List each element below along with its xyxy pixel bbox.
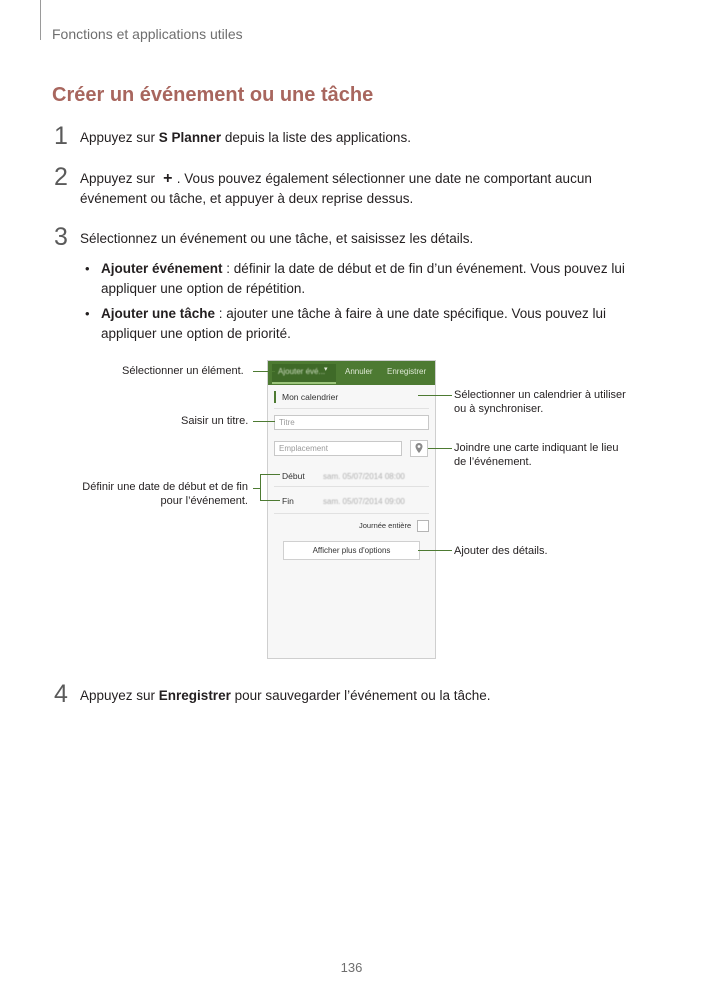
callout-line [260, 474, 280, 475]
divider [274, 408, 429, 409]
all-day-label: Journée entière [359, 521, 412, 530]
callout-line [418, 395, 452, 396]
callout-line [418, 550, 452, 551]
start-label: Début [282, 471, 305, 481]
phone-action-bar [268, 361, 435, 385]
callout-line [260, 500, 280, 501]
divider [274, 513, 429, 514]
map-pin-icon [411, 441, 427, 456]
step-text-3: Sélectionnez un événement ou une tâche, et saisissez les détails. [80, 231, 474, 246]
page-number: 136 [340, 960, 363, 975]
callout-add-details: Ajouter des détails. [454, 545, 548, 557]
all-day-checkbox[interactable] [417, 520, 429, 532]
bullet-add-event: Ajouter événement : définir la date de début et de fin d’un événement. Vous pouvez lui appliquer une option de répétition. [101, 261, 625, 296]
divider [274, 486, 429, 487]
margin-rule [40, 0, 41, 40]
page-title: Créer un événement ou une tâche [52, 84, 374, 106]
step-text-1: Appuyez sur S Planner depuis la liste des applications. [80, 130, 411, 145]
section-header: Fonctions et applications utiles [52, 26, 243, 42]
cancel-button[interactable]: Annuler [345, 367, 373, 376]
calendar-color-bar [274, 391, 276, 403]
plus-icon: + [163, 170, 173, 187]
location-input[interactable]: Emplacement [274, 441, 402, 456]
more-options-button[interactable]: Afficher plus d'options [283, 541, 420, 560]
bullet-dot: • [85, 261, 90, 276]
chevron-down-icon: ▾ [324, 366, 328, 373]
step-number-1: 1 [54, 122, 68, 150]
callout-line [253, 371, 275, 372]
callout-set-dates: Définir une date de début et de fin pour l’événement. [82, 481, 248, 507]
step-text-2: Appuyez sur + . Vous pouvez également sélectionner une date ne comportant aucun événement ou tâche, et appuyer à deux reprise dessus. [80, 170, 592, 206]
bullet-dot: • [85, 306, 90, 321]
callout-line [253, 421, 275, 422]
event-type-label: Ajouter évé... [278, 367, 326, 376]
end-label: Fin [282, 496, 294, 506]
step-text-4: Appuyez sur Enregistrer pour sauvegarder l’événement ou la tâche. [80, 688, 491, 703]
phone-screenshot [267, 360, 436, 659]
calendar-selector[interactable]: Mon calendrier [282, 392, 339, 402]
step-number-3: 3 [54, 223, 68, 251]
callout-line [428, 448, 452, 449]
step-number-2: 2 [54, 163, 68, 191]
callout-line [253, 488, 260, 489]
end-datetime[interactable]: sam. 05/07/2014 09:00 [323, 497, 405, 506]
callout-map: Joindre une carte indiquant le lieu de l’événement. [454, 442, 619, 468]
callout-enter-title: Saisir un titre. [181, 415, 249, 427]
step-number-4: 4 [54, 680, 68, 708]
map-button[interactable] [410, 440, 428, 457]
callout-select-item: Sélectionner un élément. [122, 365, 244, 377]
title-input[interactable]: Titre [274, 415, 429, 430]
callout-select-calendar: Sélectionner un calendrier à utiliser ou à synchroniser. [454, 389, 626, 415]
callout-bracket [260, 474, 261, 501]
save-button[interactable]: Enregistrer [387, 367, 427, 376]
start-datetime[interactable]: sam. 05/07/2014 08:00 [323, 472, 405, 481]
bullet-add-task: Ajouter une tâche : ajouter une tâche à faire à une date spécifique. Vous pouvez lui appliquer une option de priorité. [101, 306, 607, 341]
